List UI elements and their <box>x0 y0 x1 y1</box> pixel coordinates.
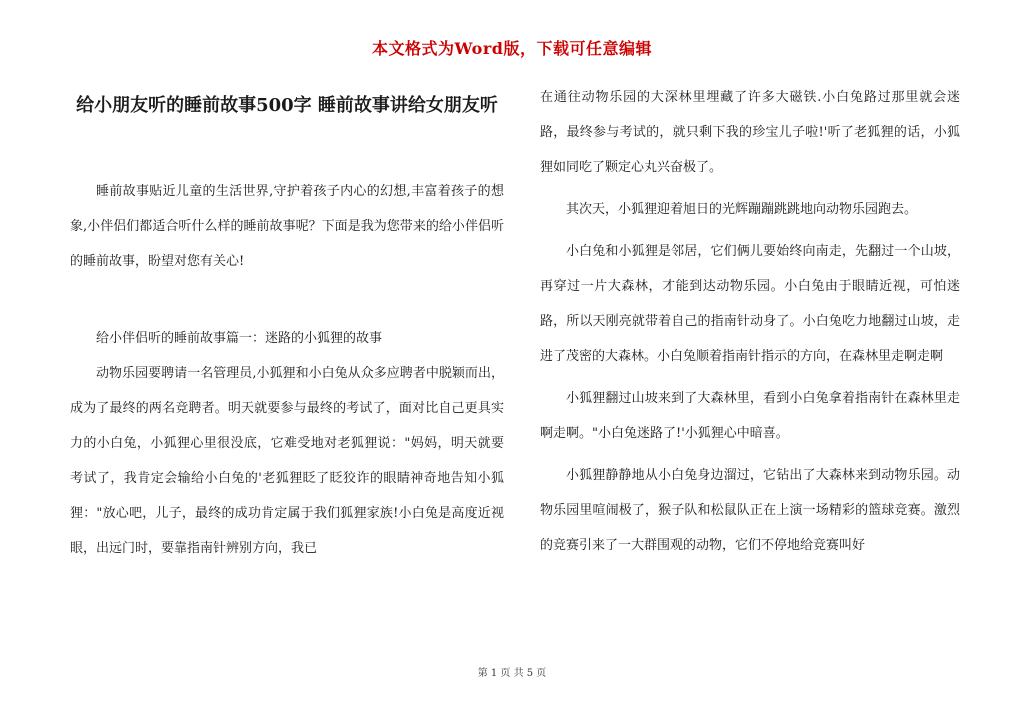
body-paragraph: 小狐狸静静地从小白兔身边溜过，它钻出了大森林来到动物乐园。动物乐园里喧闹极了，猴子队和松鼠队正在上演一场精彩的篮球竞赛。激烈的竞赛引来了一大群围观的动物，它们不停地给竞赛叫好 <box>540 468 960 553</box>
body-paragraph: 动物乐园要聘请一名管理员,小狐狸和小白兔从众多应聘者中脱颖而出，成为了最终的两名竞聘者。明天就要参与最终的考试了，面对比自己更具实力的小白兔，小狐狸心里很没底，它难受地对老狐狸说："妈妈，明天就要考试了，我肯定会输给小白兔的'老狐狸眨了眨狡诈的眼睛神奇地告知小狐狸："放心吧，儿子，最终的成功肯定属于我们狐狸家族!小白兔是高度近视眼，出远门时，要靠指南针辨别方向，我已 <box>70 366 504 556</box>
document-banner: 本文格式为Word版，下载可任意编辑 <box>372 39 652 58</box>
document-title: 给小朋友听的睡前故事500字 睡前故事讲给女朋友听 <box>76 95 498 116</box>
body-paragraph: 小白兔和小狐狸是邻居，它们俩儿要始终向南走，先翻过一个山坡，再穿过一片大森林，才能到达动物乐园。小白兔由于眼睛近视，可怕迷路，所以天刚亮就带着自己的指南针动身了。小白兔吃力地翻过山坡，走进了茂密的大森林。小白兔顺着指南针指示的方向，在森林里走啊走啊 <box>540 244 960 364</box>
intro-paragraph: 睡前故事贴近儿童的生活世界,守护着孩子内心的幻想,丰富着孩子的想象,小伴侣们都适合听什么样的睡前故事呢？下面是我为您带来的给小伴侣听的睡前故事，盼望对您有关心! <box>70 184 504 269</box>
body-paragraph: 小狐狸翻过山坡来到了大森林里，看到小白兔拿着指南针在森林里走啊走啊。"小白兔迷路了!'小狐狸心中暗喜。 <box>540 391 960 441</box>
right-column <box>540 80 960 563</box>
section-heading: 给小伴侣听的睡前故事篇一：迷路的小狐狸的故事 <box>96 331 383 346</box>
left-column <box>70 80 504 566</box>
page-footer: 第 1 页 共 5 页 <box>477 668 547 679</box>
body-paragraph: 其次天，小狐狸迎着旭日的光辉蹦蹦跳跳地向动物乐园跑去。 <box>566 202 918 217</box>
body-paragraph: 在通往动物乐园的大深林里埋藏了许多大磁铁.小白兔路过那里就会迷路，最终参与考试的，就只剩下我的珍宝儿子啦!'听了老狐狸的话，小狐狸如同吃了颗定心丸兴奋极了。 <box>540 90 960 175</box>
